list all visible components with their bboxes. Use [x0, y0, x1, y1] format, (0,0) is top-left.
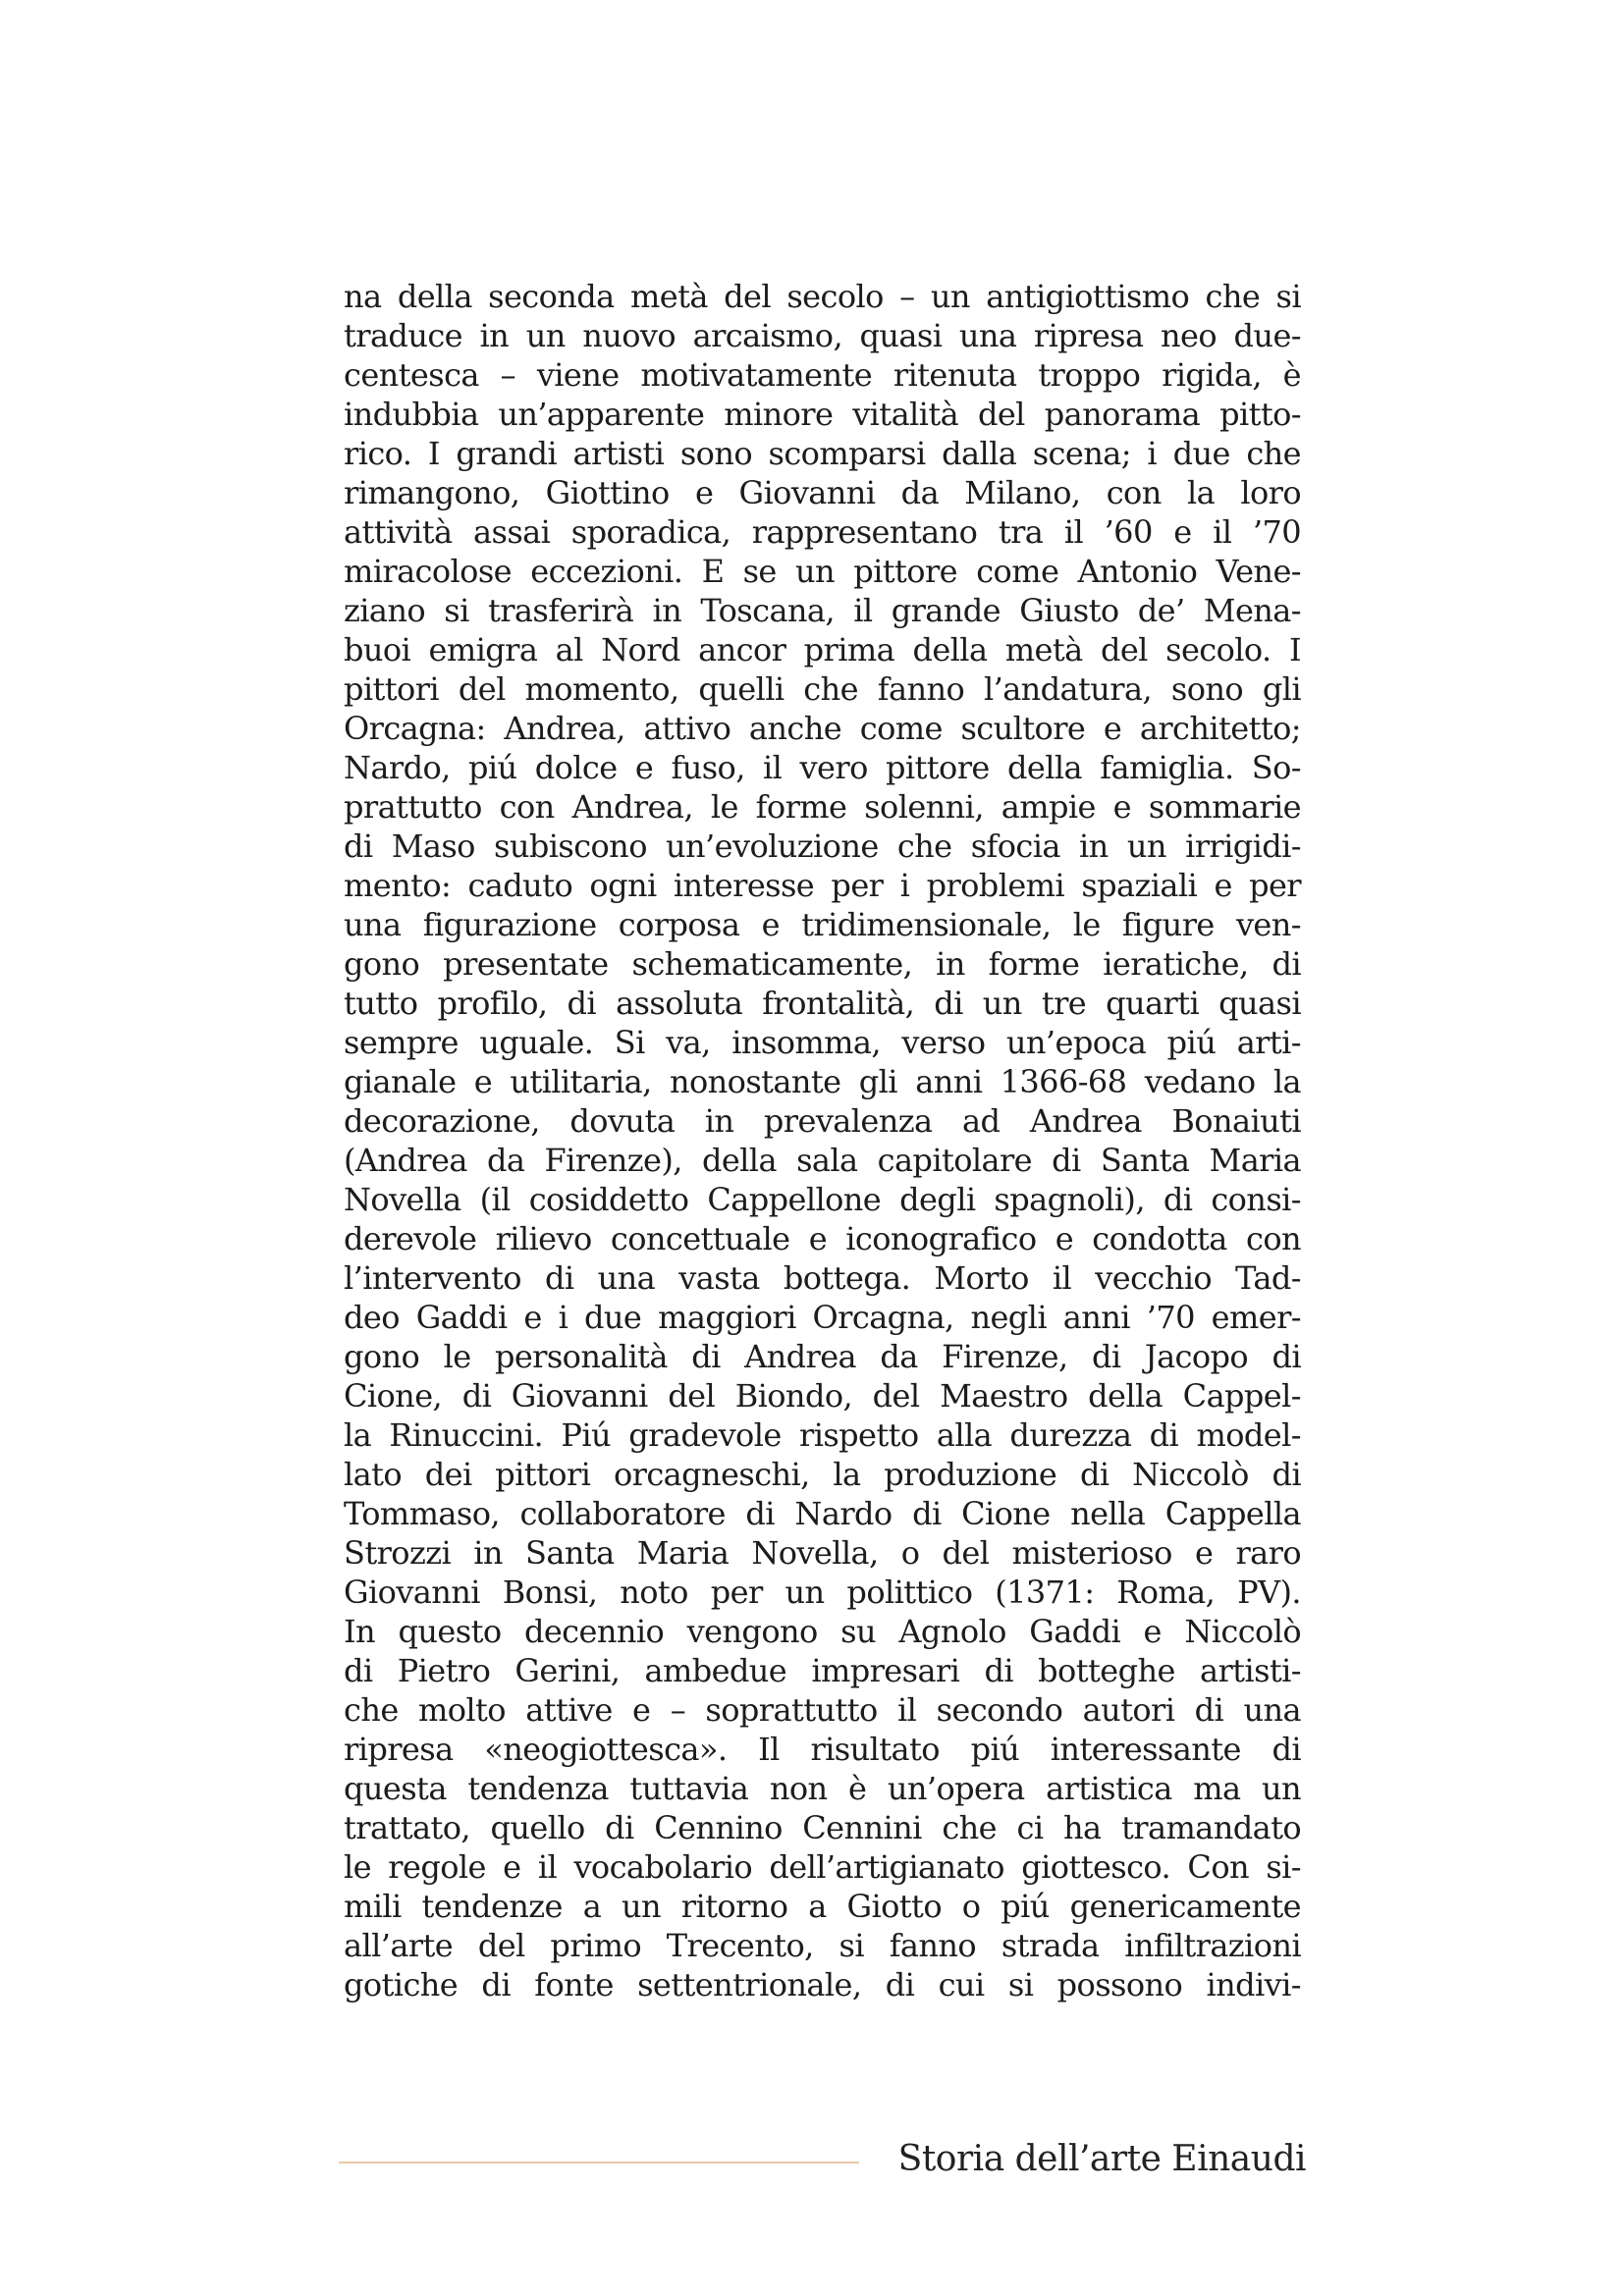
text-line: all’arte del primo Trecento, si fanno strada infiltrazioni — [344, 1927, 1301, 1964]
text-line: che molto attive e – soprattutto il secondo autori di una — [344, 1691, 1301, 1729]
text-line: decorazione, dovuta in prevalenza ad Andrea Bonaiuti — [344, 1102, 1301, 1140]
text-line: di Maso subiscono un’evoluzione che sfocia in un irrigidi- — [344, 828, 1301, 865]
text-line: Tommaso, collaboratore di Nardo di Cione nella Cappella — [344, 1495, 1301, 1532]
text-line: Cione, di Giovanni del Biondo, del Maestro della Cappel- — [344, 1377, 1301, 1415]
text-line: Orcagna: Andrea, attivo anche come scultore e architetto; — [344, 710, 1301, 747]
text-line: Giovanni Bonsi, noto per un polittico (1371: Roma, PV). — [344, 1574, 1301, 1611]
text-line: In questo decennio vengono su Agnolo Gaddi e Niccolò — [344, 1613, 1301, 1650]
text-line: la Rinuccini. Piú gradevole rispetto alla durezza di model- — [344, 1416, 1301, 1454]
footer-rule — [339, 2162, 859, 2163]
text-line: buoi emigra al Nord ancor prima della metà del secolo. I — [344, 631, 1301, 668]
text-line: mento: caduto ogni interesse per i problemi spaziali e per — [344, 867, 1301, 904]
text-line: rimangono, Giottino e Giovanni da Milano, con la loro — [344, 474, 1301, 511]
text-line: mili tendenze a un ritorno a Giotto o piú genericamente — [344, 1888, 1301, 1925]
text-line: gotiche di fonte settentrionale, di cui si possono indivi- — [344, 1966, 1301, 2003]
text-line: gianale e utilitaria, nonostante gli anni 1366-68 vedano la — [344, 1063, 1301, 1100]
text-line: lato dei pittori orcagneschi, la produzione di Niccolò di — [344, 1456, 1301, 1493]
body-paragraph — [344, 277, 1301, 2004]
footer-title: Storia dell’arte Einaudi — [897, 2139, 1306, 2179]
text-line: rico. I grandi artisti sono scomparsi dalla scena; i due che — [344, 435, 1301, 472]
text-line: (Andrea da Firenze), della sala capitolare di Santa Maria — [344, 1142, 1301, 1179]
text-line: questa tendenza tuttavia non è un’opera artistica ma un — [344, 1770, 1301, 1807]
text-line: indubbia un’apparente minore vitalità del panorama pitto- — [344, 396, 1301, 433]
text-line: di Pietro Gerini, ambedue impresari di botteghe artisti- — [344, 1652, 1301, 1689]
text-line: deo Gaddi e i due maggiori Orcagna, negli anni ’70 emer- — [344, 1299, 1301, 1336]
text-line: gono le personalità di Andrea da Firenze, di Jacopo di — [344, 1338, 1301, 1375]
text-line: Nardo, piú dolce e fuso, il vero pittore della famiglia. So- — [344, 749, 1301, 786]
text-line: ripresa «neogiottesca». Il risultato piú interessante di — [344, 1731, 1301, 1768]
text-line: Novella (il cosiddetto Cappellone degli spagnoli), di consi- — [344, 1181, 1301, 1218]
text-line: sempre uguale. Si va, insomma, verso un’epoca piú arti- — [344, 1024, 1301, 1061]
text-line: pittori del momento, quelli che fanno l’andatura, sono gli — [344, 670, 1301, 708]
text-line: l’intervento di una vasta bottega. Morto il vecchio Tad- — [344, 1259, 1301, 1297]
text-line: traduce in un nuovo arcaismo, quasi una ripresa neo due- — [344, 317, 1301, 354]
text-line: gono presentate schematicamente, in forme ieratiche, di — [344, 945, 1301, 983]
text-line: na della seconda metà del secolo – un antigiottismo che si — [344, 278, 1301, 315]
text-line: miracolose eccezioni. E se un pittore come Antonio Vene- — [344, 553, 1301, 590]
text-line: attività assai sporadica, rappresentano tra il ’60 e il ’70 — [344, 513, 1301, 551]
text-line: trattato, quello di Cennino Cennini che ci ha tramandato — [344, 1809, 1301, 1846]
text-line: tutto profilo, di assoluta frontalità, di un tre quarti quasi — [344, 985, 1301, 1022]
text-line: prattutto con Andrea, le forme solenni, ampie e sommarie — [344, 788, 1301, 826]
text-line: ziano si trasferirà in Toscana, il grande Giusto de’ Mena- — [344, 592, 1301, 629]
text-line: centesca – viene motivatamente ritenuta troppo rigida, è — [344, 356, 1301, 394]
text-line: una figurazione corposa e tridimensionale, le figure ven- — [344, 906, 1301, 943]
text-line: Strozzi in Santa Maria Novella, o del misterioso e raro — [344, 1534, 1301, 1572]
text-line: derevole rilievo concettuale e iconografico e condotta con — [344, 1220, 1301, 1257]
text-line: le regole e il vocabolario dell’artigianato giottesco. Con si- — [344, 1848, 1301, 1886]
